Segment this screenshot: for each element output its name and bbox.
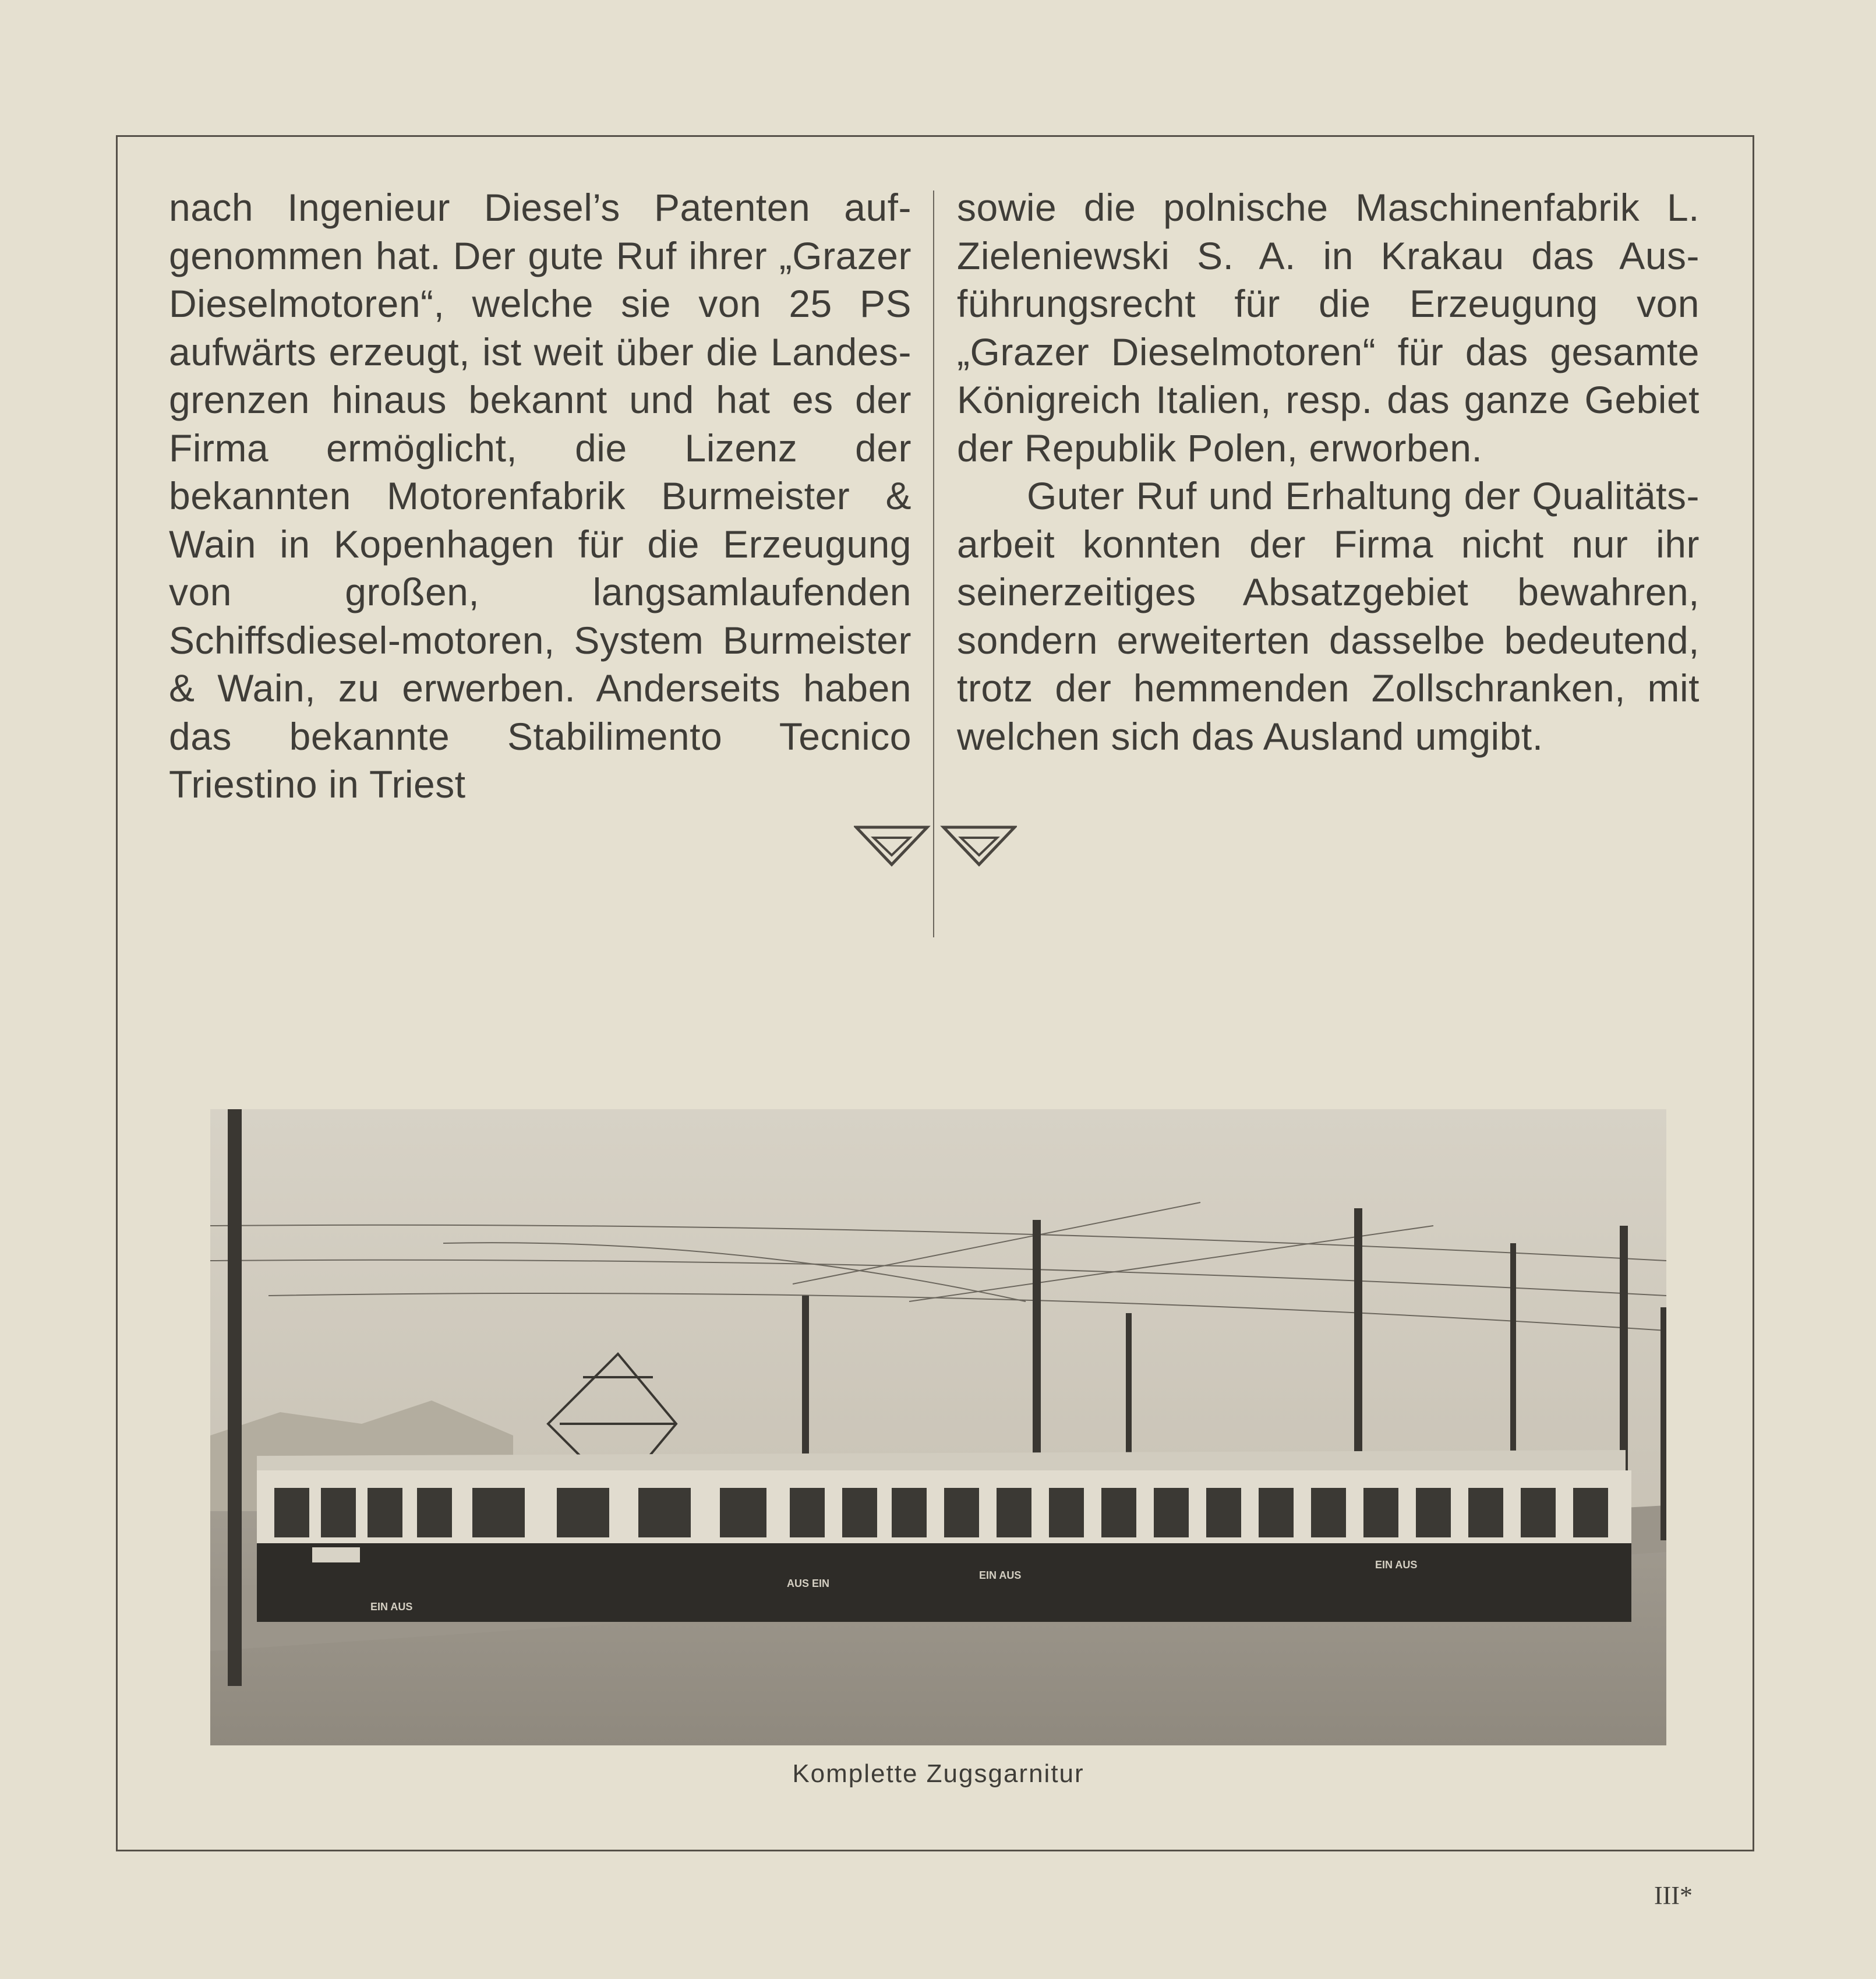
text-columns [169,184,1702,806]
right-column [957,184,1700,760]
left-column-paragraph: nach Ingenieur Diesel’s Patenten auf-genommen hat. Der gute Ruf ihrer „Grazer Dieselmotoren“, welche sie von 25 PS aufwärts erzeugt, ist weit über die Landes-grenzen hinaus bekannt und hat es der Firma ermöglicht, die Lizenz der bekannten Motorenfabrik Burmeister & Wain in Kopenhagen für die Erzeugung von großen, langsamlaufenden Schiffsdiesel-motoren, System Burmeister & Wain, zu erwerben. Anderseits haben das bekannte Stabilimento Tecnico Triestino in Triest [169,186,911,806]
figure-caption: Komplette Zugsgarnitur [792,1759,1084,1788]
door-label-3: EIN AUS [979,1569,1022,1581]
train-photograph [210,1109,1666,1745]
left-column [169,184,911,809]
door-label-4: EIN AUS [1375,1559,1418,1571]
page-number: III* [1654,1881,1693,1910]
train-photo-drawing [210,1109,1666,1745]
right-column-paragraph-1: sowie die polnische Maschinenfabrik L. Zieleniewski S. A. in Krakau das Aus-führungsrecht für die Erzeugung von „Grazer Dieselmotoren“ für das gesamte Königreich Italien, resp. das ganze Gebiet der Republik Polen, erworben. [957,186,1700,470]
door-label-1: EIN AUS [370,1601,413,1613]
right-column-paragraph-2: Guter Ruf und Erhaltung der Qualitäts-arbeit konnten der Firma nicht nur ihr seinerzeitiges Absatzgebiet bewahren, sondern erweiterten dasselbe bedeutend, trotz der hemmenden Zollschranken, mit welchen sich das Ausland umgibt. [957,474,1700,758]
tram-train [257,1450,1631,1622]
triangle-ornament-icon [854,825,1017,867]
door-label-2: AUS EIN [787,1578,830,1589]
